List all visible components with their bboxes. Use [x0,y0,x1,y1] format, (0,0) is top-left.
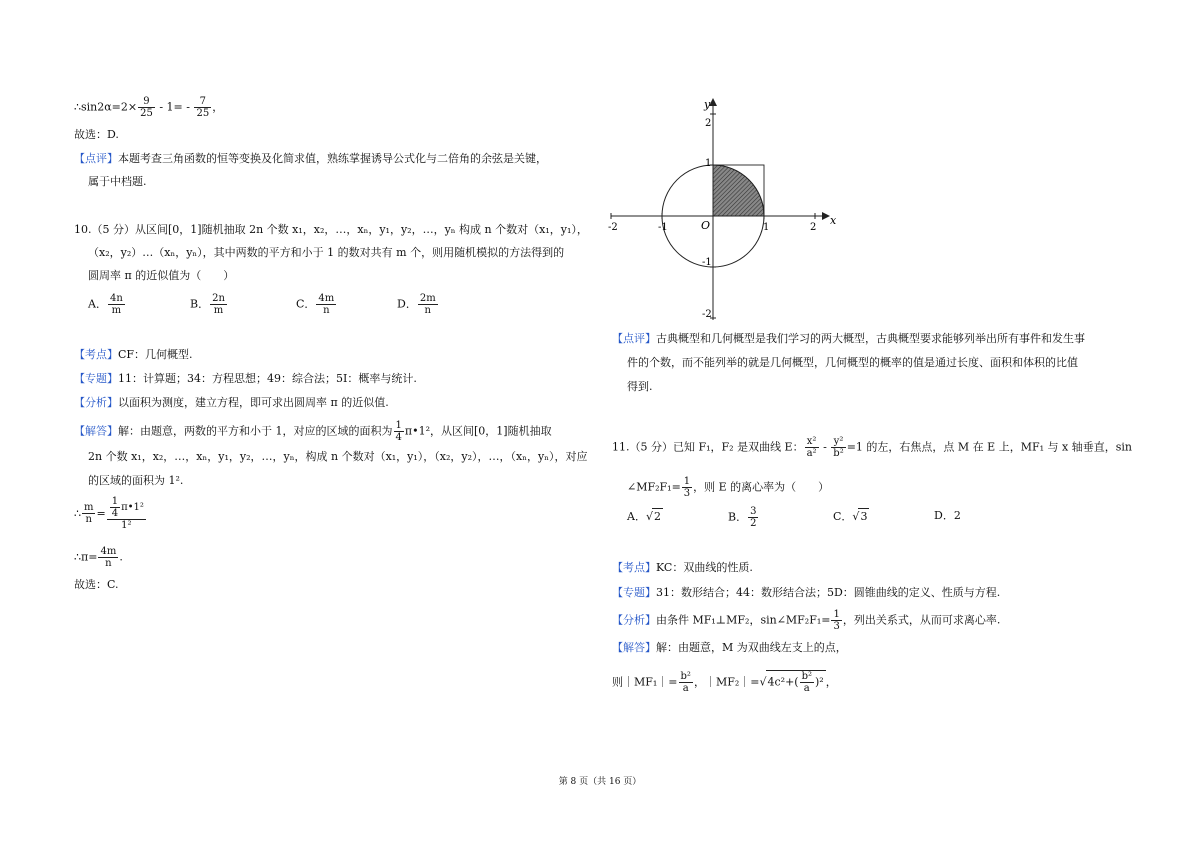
equals: = [96,507,106,520]
text: 11.（5 分）已知 F₁，F₂ 是双曲线 E： [612,440,804,454]
text: 由条件 MF₁⊥MF₂，sin∠MF₂F₁= [656,613,831,627]
text: - 1= - [155,100,194,114]
text: ∴sin2α=2× [74,100,138,114]
kaodian-tag: 【考点】 [74,348,118,361]
q11-option-b [728,506,759,529]
q10-line3: 圆周率 π 的近似值为（ ） [88,269,235,282]
den: 4 [395,432,402,443]
text: CF：几何概型. [118,348,193,361]
review-tag: 【点评】 [612,332,656,345]
text: 11：计算题；34：方程思想；49：综合法；5I：概率与统计. [118,372,417,385]
origin-label: O [701,219,711,232]
text: ，则 E 的离心率为（ ） [693,480,830,494]
den: a [682,683,689,694]
den: n [85,514,92,525]
q10-jieda-line1 [74,420,552,443]
x-tick-label: -1 [658,222,668,233]
den: 2 [750,518,757,529]
y-tick-label: -1 [702,257,712,268]
fraction [108,293,125,316]
fraction [110,496,120,519]
q10-review [612,331,1085,347]
value: 2 [953,509,961,522]
den: 25 [196,108,210,119]
num: 1 [683,476,691,487]
q10-fenxi [74,395,389,411]
fraction [418,293,438,316]
unit-circle-graph [606,94,846,324]
fraction [831,609,841,632]
fenxi-tag: 【分析】 [612,613,656,627]
fraction [316,293,336,316]
y-tick-label: 2 [705,118,712,129]
text: ∠MF₂F₁= [627,480,681,494]
text: ，｜MF₂｜= [693,675,760,689]
q10-equation-1 [74,496,147,540]
num: 1 [833,609,840,620]
fraction [682,476,692,499]
text: KC：双曲线的性质. [656,561,753,574]
q9-review-line2: 属于中档题. [88,175,147,188]
big-num [107,496,146,520]
q9-review [74,151,547,167]
text: 解：由题意，M 为双曲线左支上的点， [656,641,847,654]
jieda-tag: 【解答】 [74,424,118,438]
q11-kaodian [612,560,753,576]
fraction [679,671,693,694]
q10-review-line2: 件的个数，而不能列举的就是几何概型，几何概型的概率的值是通过长度、面积和体积的比值 [627,356,1078,369]
text: - [819,440,831,454]
num: x² [805,436,819,448]
q10-jieda-line2: 2n 个数 x₁，x₂，…，xₙ，y₁，y₂，…，yₙ，构成 n 个数对（x₁，y₁），（x₂，y₂），…，（xₙ，yₙ），对应 [88,450,588,463]
fraction [210,293,227,316]
label: B． [190,297,210,311]
num: y² [831,436,845,448]
fraction [748,506,758,529]
fraction [800,671,814,694]
q10-kaodian [74,347,193,363]
q11-option-d [934,508,961,524]
text: 解：由题意，两数的平方和小于 1，对应的区域的面积为 [118,424,393,438]
text: ， [825,675,837,689]
text: 本题考查三角函数的恒等变换及化简求值，熟练掌握诱导公式化与二倍角的余弦是关键， [118,152,547,165]
text: ，列出关系式，从而可求离心率. [842,613,1001,627]
q9-calc-line [74,96,223,119]
q11-zhuanti [612,585,1000,601]
num: m [84,502,94,513]
sqrt-expr [766,670,826,694]
fraction [82,502,95,525]
zhuanti-tag: 【专题】 [74,372,118,385]
text: 则｜MF₁｜= [612,675,678,689]
therefore: ∴ [74,507,81,520]
q10-equation-2 [74,546,123,569]
num: 1 [111,496,119,507]
num: 1 [395,420,402,431]
den: m [213,305,224,316]
q10-jieda-line3: 的区域的面积为 1². [88,474,184,487]
den: 25 [140,108,153,119]
den: n [105,558,112,569]
q10-option-c [296,293,337,316]
fraction [805,436,819,459]
den: 3 [833,621,840,632]
text: π•1² [121,502,144,513]
num: 4n [109,293,123,304]
x-tick-label: 1 [763,222,770,233]
num: 7 [194,96,211,108]
num: 4m [100,546,117,557]
sqrt-value: 2 [653,510,661,523]
q10-option-b [190,293,228,316]
page-footer: 第 8 页（共 16 页） [558,777,642,787]
label: A． [627,510,646,523]
fraction [138,96,155,119]
y-axis-label: y [704,98,711,111]
text: 31：数形结合；44：数形结合法；5D：圆锥曲线的定义、性质与方程. [656,586,1001,599]
num: b² [801,671,812,682]
fraction [394,420,404,443]
big-den: 1² [121,520,132,531]
fenxi-tag: 【分析】 [74,396,118,409]
num: 2n [212,293,225,304]
jieda-tag: 【解答】 [612,641,656,654]
q11-line2 [627,476,829,499]
text: 古典概型和几何概型是我们学习的两大概型，古典概型要求能够列举出所有事件和发生事 [656,332,1085,345]
text: =1 的左，右焦点，点 M 在 E 上，MF₁ 与 x 轴垂直，sin [846,440,1132,454]
num: 9 [138,96,155,108]
text: ， [212,100,224,114]
label: C． [833,510,853,523]
q10-option-d [397,293,439,316]
label: A． [88,297,107,311]
den: m [111,305,122,316]
text: ∴π= [74,550,98,564]
den: 3 [683,488,691,499]
x-axis-label: x [830,214,837,227]
review-tag: 【点评】 [74,152,118,165]
q11-line1 [612,436,1132,459]
num: b² [680,671,691,682]
q11-mf-line: 则｜MF₁｜= $\frac{\text{b²}}{a}$ ，｜MF₂｜=√4c²+( $\frac{\text{b²}}{a}$ )² ， [612,671,837,694]
q9-answer: 故选：D. [74,128,119,141]
num: 2m [419,293,436,304]
label: B． [728,510,748,524]
den: a [803,683,810,694]
x-tick-label: -2 [608,222,618,233]
q10-line1: 10.（5 分）从区间[0，1]随机抽取 2n 个数 x₁，x₂，…，xₙ，y₁，y₂，…，yₙ 构成 n 个数对（x₁，y₁）， [74,223,588,236]
text: )² [815,675,824,689]
den: a² [806,448,817,459]
shaded-quarter-disk [713,165,764,216]
sqrt-value: 3 [860,510,868,523]
den: n [323,305,330,316]
q11-option-c: C．√3 [833,510,868,523]
q10-option-a [88,293,126,316]
num: 4m [318,293,335,304]
num: 3 [750,506,757,517]
x-axis-arrow [822,212,830,220]
fraction [831,436,845,459]
label: C． [296,297,316,311]
label: D． [397,297,417,311]
q10-review-line3: 得到. [627,380,653,393]
q11-jieda [612,640,847,656]
den: b² [833,448,844,459]
q10-line2: （x₂，y₂）…（xₙ，yₙ），其中两数的平方和小于 1 的数对共有 m 个，则用随机模拟的方法得到的 [88,246,565,259]
fraction [194,96,211,119]
den: n [424,305,431,316]
text: π•1²，从区间[0，1]随机抽取 [404,424,552,438]
q10-answer: 故选：C. [74,578,119,591]
zhuanti-tag: 【专题】 [612,586,656,599]
fraction [98,546,118,569]
y-tick-label: 1 [705,158,712,169]
text: 4c²+( [767,675,799,689]
x-tick-label: 2 [810,222,817,233]
kaodian-tag: 【考点】 [612,561,656,574]
text: 以面积为测度，建立方程，即可求出圆周率 π 的近似值. [118,396,389,409]
den: 4 [111,508,119,519]
y-tick-label: -2 [702,309,712,320]
q11-fenxi [612,609,1000,632]
q11-option-a: A．√2 [627,510,661,523]
label: D． [934,509,954,522]
big-fraction [107,496,146,531]
text: . [119,550,123,564]
q10-zhuanti [74,371,417,387]
